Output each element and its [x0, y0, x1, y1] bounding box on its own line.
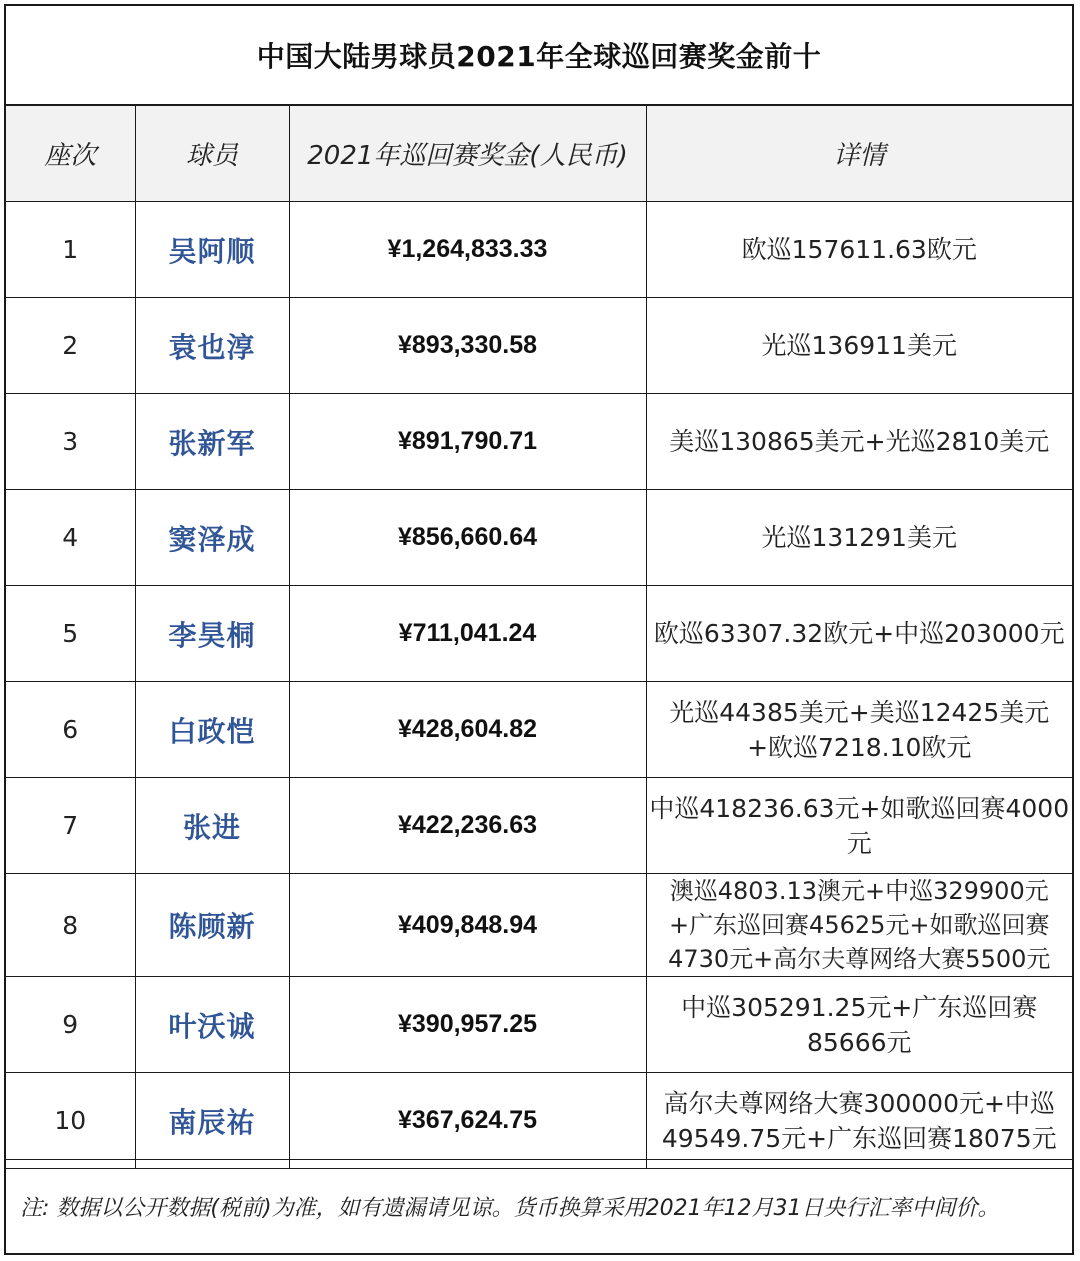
column-header-player: 球员 [135, 106, 289, 202]
prize-cell: ¥893,330.58 [289, 298, 646, 394]
detail-cell: 欧巡63307.32欧元+中巡203000元 [646, 586, 1072, 682]
prize-cell: ¥856,660.64 [289, 490, 646, 586]
player-cell: 陈顾新 [135, 874, 289, 977]
rank-cell: 8 [6, 874, 135, 977]
prize-cell: ¥711,041.24 [289, 586, 646, 682]
prize-table-sheet [4, 4, 1074, 1255]
detail-cell: 澳巡4803.13澳元+中巡329900元+广东巡回赛45625元+如歌巡回赛4730元+高尔夫尊网络大赛5500元 [646, 874, 1072, 977]
prize-cell: ¥422,236.63 [289, 778, 646, 874]
rank-cell: 1 [6, 202, 135, 298]
rank-cell: 10 [6, 1073, 135, 1169]
prize-cell: ¥1,264,833.33 [289, 202, 646, 298]
detail-cell: 高尔夫尊网络大赛300000元+中巡49549.75元+广东巡回赛18075元 [646, 1073, 1072, 1169]
prize-cell: ¥390,957.25 [289, 977, 646, 1073]
table-row [6, 202, 1072, 298]
detail-cell: 美巡130865美元+光巡2810美元 [646, 394, 1072, 490]
player-cell: 南辰祐 [135, 1073, 289, 1169]
rank-cell: 5 [6, 586, 135, 682]
table-row [6, 394, 1072, 490]
footnote: 注: 数据以公开数据(税前)为准，如有遗漏请见谅。货币换算采用2021年12月31日央行汇率中间价。 [6, 1159, 1072, 1253]
player-cell: 袁也淳 [135, 298, 289, 394]
rank-cell: 7 [6, 778, 135, 874]
table-row [6, 682, 1072, 778]
rank-cell: 3 [6, 394, 135, 490]
column-header-rank: 座次 [6, 106, 135, 202]
column-header-detail: 详情 [646, 106, 1072, 202]
player-cell: 张进 [135, 778, 289, 874]
table-row [6, 1073, 1072, 1169]
table-row [6, 874, 1072, 977]
prize-cell: ¥367,624.75 [289, 1073, 646, 1169]
rank-cell: 2 [6, 298, 135, 394]
player-cell: 吴阿顺 [135, 202, 289, 298]
table-row [6, 586, 1072, 682]
prize-cell: ¥409,848.94 [289, 874, 646, 977]
detail-cell: 光巡136911美元 [646, 298, 1072, 394]
detail-cell: 中巡305291.25元+广东巡回赛85666元 [646, 977, 1072, 1073]
table-row [6, 490, 1072, 586]
player-cell: 李昊桐 [135, 586, 289, 682]
detail-cell: 中巡418236.63元+如歌巡回赛4000元 [646, 778, 1072, 874]
detail-cell: 光巡44385美元+美巡12425美元+欧巡7218.10欧元 [646, 682, 1072, 778]
player-cell: 叶沃诚 [135, 977, 289, 1073]
player-cell: 白政恺 [135, 682, 289, 778]
player-cell: 窦泽成 [135, 490, 289, 586]
detail-cell: 欧巡157611.63欧元 [646, 202, 1072, 298]
prize-table [6, 106, 1072, 1169]
table-row [6, 977, 1072, 1073]
rank-cell: 4 [6, 490, 135, 586]
rank-cell: 9 [6, 977, 135, 1073]
column-header-prize: 2021年巡回赛奖金(人民币) [289, 106, 646, 202]
table-row [6, 298, 1072, 394]
prize-cell: ¥891,790.71 [289, 394, 646, 490]
detail-cell: 光巡131291美元 [646, 490, 1072, 586]
player-cell: 张新军 [135, 394, 289, 490]
prize-cell: ¥428,604.82 [289, 682, 646, 778]
rank-cell: 6 [6, 682, 135, 778]
table-title: 中国大陆男球员2021年全球巡回赛奖金前十 [6, 6, 1072, 106]
table-row [6, 778, 1072, 874]
header-row [6, 106, 1072, 202]
